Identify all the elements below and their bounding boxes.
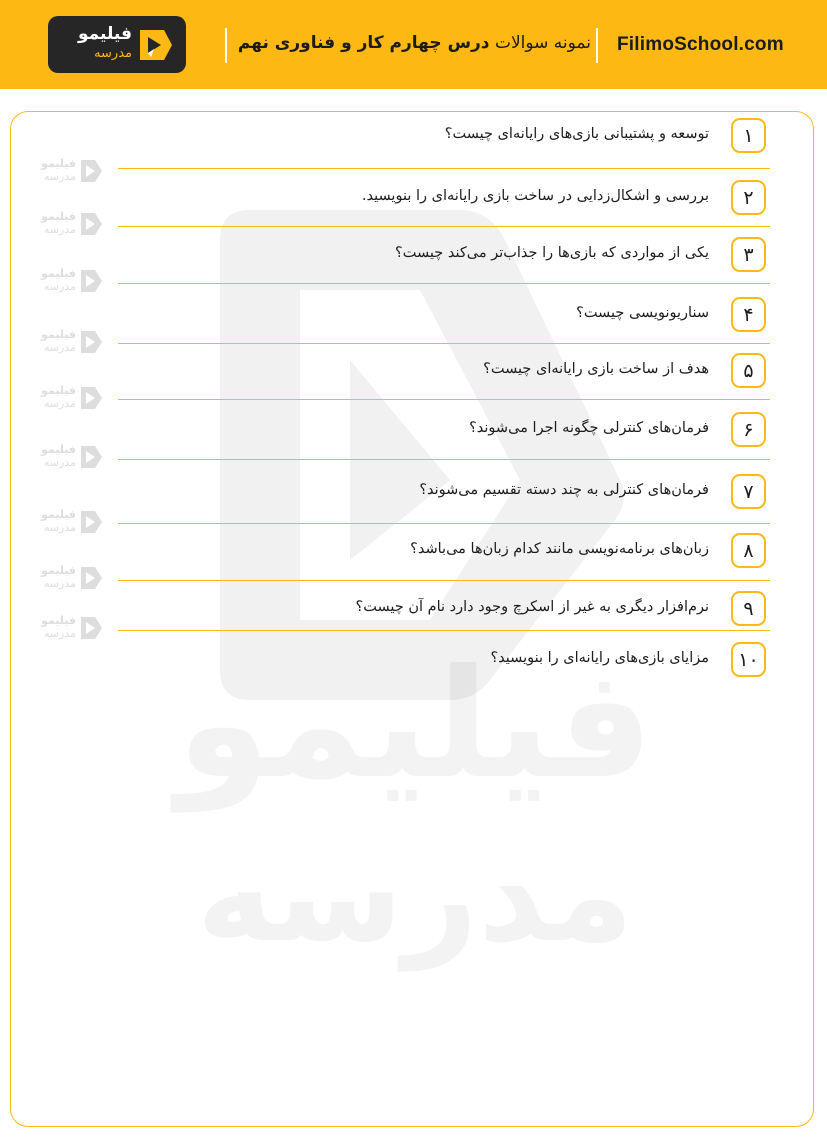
watermark-subtext: مدرسه xyxy=(43,521,76,534)
watermark-text: فیلیمو xyxy=(41,443,76,456)
side-watermark xyxy=(28,507,108,537)
logo-subtext: مدرسه xyxy=(94,46,132,61)
side-watermark xyxy=(28,613,108,643)
filimo-watermark-icon xyxy=(78,211,104,237)
side-watermark xyxy=(28,563,108,593)
side-watermark xyxy=(28,327,108,357)
page-header xyxy=(0,0,827,89)
question-divider xyxy=(118,283,770,284)
question-number: ۴ xyxy=(731,297,766,332)
question-number: ۸ xyxy=(731,533,766,568)
watermark-text: فیلیمو xyxy=(41,210,76,223)
header-divider-right xyxy=(596,28,598,63)
question-number: ۲ xyxy=(731,180,766,215)
question-text: بررسی و اشکال‌زدایی در ساخت بازی رایانه‌ای را بنویسید. xyxy=(361,188,709,204)
question-number: ۷ xyxy=(731,474,766,509)
question-divider xyxy=(118,459,770,460)
filimo-school-logo[interactable] xyxy=(48,16,186,73)
side-watermark xyxy=(28,156,108,186)
filimo-watermark-icon xyxy=(78,444,104,470)
question-divider xyxy=(118,523,770,524)
question-number: ۵ xyxy=(731,353,766,388)
watermark-text: فیلیمو xyxy=(41,328,76,341)
question-text: یکی از مواردی که بازی‌ها را جذاب‌تر می‌کند چیست؟ xyxy=(395,245,709,261)
side-watermark xyxy=(28,266,108,296)
title-main: درس چهارم کار و فناوری نهم xyxy=(237,33,490,53)
question-number: ۹ xyxy=(731,591,766,626)
document-title xyxy=(238,33,591,53)
question-text: سناریونویسی چیست؟ xyxy=(576,305,709,321)
filimo-watermark-icon xyxy=(78,509,104,535)
question-divider xyxy=(118,580,770,581)
title-prefix: نمونه سوالات xyxy=(494,33,591,53)
question-number: ۳ xyxy=(731,237,766,272)
watermark-subtext: مدرسه xyxy=(43,577,76,590)
watermark-text: فیلیمو xyxy=(41,157,76,170)
watermark-subtext: مدرسه xyxy=(43,397,76,410)
filimo-watermark-icon xyxy=(78,565,104,591)
question-text: فرمان‌های کنترلی چگونه اجرا می‌شوند؟ xyxy=(469,420,709,436)
question-text: توسعه و پشتیبانی بازی‌های رایانه‌ای چیست؟ xyxy=(444,126,709,142)
watermark-subtext: مدرسه xyxy=(43,223,76,236)
question-divider xyxy=(118,168,770,169)
background-watermark-subtitle xyxy=(150,820,680,970)
filimo-watermark-icon xyxy=(78,268,104,294)
question-divider xyxy=(118,399,770,400)
question-divider xyxy=(118,630,770,631)
watermark-subtext: مدرسه xyxy=(43,280,76,293)
watermark-subtext: مدرسه xyxy=(43,456,76,469)
side-watermark xyxy=(28,209,108,239)
filimo-watermark-icon xyxy=(78,329,104,355)
logo-text: فیلیمو xyxy=(77,24,132,44)
filimo-watermark-icon xyxy=(78,158,104,184)
filimo-watermark-icon xyxy=(78,615,104,641)
watermark-text: فیلیمو xyxy=(41,564,76,577)
watermark-subtext: مدرسه xyxy=(43,341,76,354)
watermark-subtext: مدرسه xyxy=(43,627,76,640)
question-number: ۱۰ xyxy=(731,642,766,677)
question-text: فرمان‌های کنترلی به چند دسته تقسیم می‌شوند؟ xyxy=(419,482,709,498)
header-divider-left xyxy=(225,28,227,63)
question-divider xyxy=(118,226,770,227)
question-text: هدف از ساخت بازی رایانه‌ای چیست؟ xyxy=(483,361,709,377)
watermark-subtext: مدرسه xyxy=(43,170,76,183)
question-number: ۶ xyxy=(731,412,766,447)
watermark-text: فیلیمو xyxy=(41,508,76,521)
question-divider xyxy=(118,343,770,344)
watermark-text: فیلیمو xyxy=(41,267,76,280)
watermark-text: فیلیمو xyxy=(41,614,76,627)
question-text: نرم‌افزار دیگری به غیر از اسکرچ وجود دارد نام آن چیست؟ xyxy=(355,599,709,615)
question-text: زبان‌های برنامه‌نویسی مانند کدام زبان‌ها می‌باشد؟ xyxy=(410,541,709,557)
question-number: ۱ xyxy=(731,118,766,153)
side-watermark xyxy=(28,442,108,472)
filimo-play-pencil-icon xyxy=(134,27,176,63)
filimo-watermark-icon xyxy=(78,385,104,411)
side-watermark xyxy=(28,383,108,413)
question-text: مزایای بازی‌های رایانه‌ای را بنویسید؟ xyxy=(490,650,709,666)
watermark-text: فیلیمو xyxy=(41,384,76,397)
site-url[interactable]: FilimoSchool.com xyxy=(617,34,784,55)
